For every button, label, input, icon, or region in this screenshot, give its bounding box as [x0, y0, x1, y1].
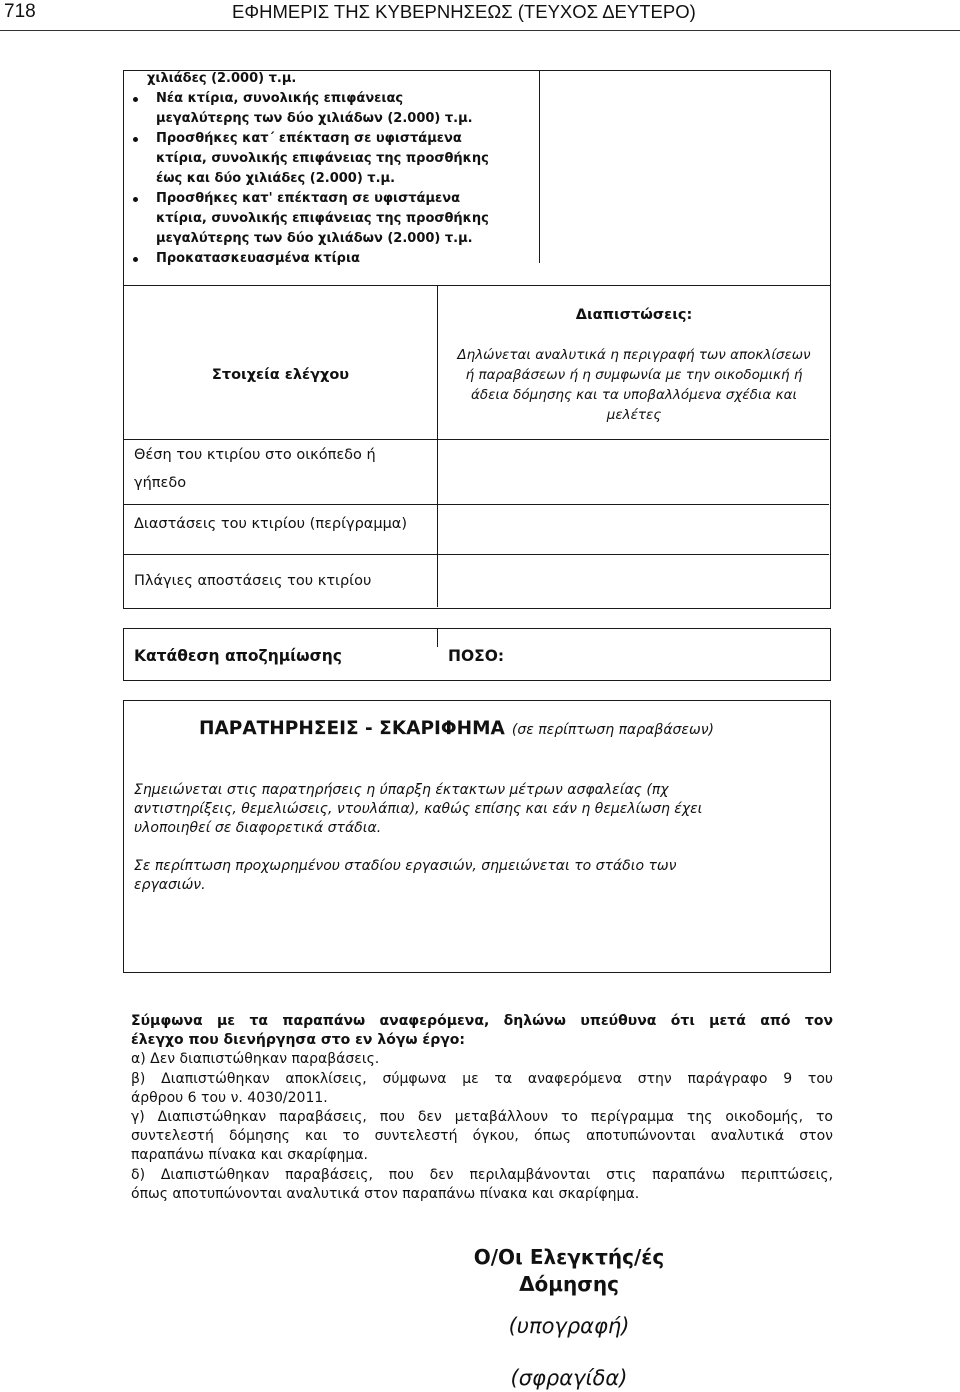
gazette-title: ΕΦΗΜΕΡΙΣ ΤΗΣ ΚΥΒΕΡΝΗΣΕΩΣ (ΤΕΥΧΟΣ ΔΕΥΤΕΡΟ): [232, 1, 696, 22]
remarks-paragraph: [134, 857, 676, 895]
column-divider: [437, 629, 438, 647]
list-item-line: Προσθήκες κατ' επέκταση σε υφιστάμενα: [156, 191, 461, 206]
signature-label: (υπογραφή): [508, 1314, 630, 1338]
declaration-option-c: συντελεστή δόμησης και το συντελεστή όγκου, όπως αποτυπώνονται αναλυτικά στον: [131, 1128, 833, 1145]
inspector-role: Δόμησης: [519, 1272, 619, 1296]
remarks-sketch-box: [123, 700, 831, 973]
list-item-line: Προσθήκες κατ΄ επέκταση σε υφιστάμενα: [156, 131, 462, 146]
instruction-line: Δηλώνεται αναλυτικά η περιγραφή των αποκλίσεων: [457, 347, 811, 363]
remarks-title: ΠΑΡΑΤΗΡΗΣΕΙΣ - ΣΚΑΡΙΦΗΜΑ: [199, 718, 505, 739]
declaration-option-c: γ) Διαπιστώθηκαν παραβάσεις, που δεν μεταβάλλουν το περίγραμμα της οικοδομής, το: [131, 1109, 833, 1126]
bullet-icon: [133, 97, 138, 102]
remarks-paragraph: [134, 781, 702, 838]
paragraph-line: Σημειώνεται στις παρατηρήσεις η ύπαρξη έκτακτων μέτρων ασφαλείας (πχ: [134, 782, 669, 798]
amount-label: ΠΟΣΟ:: [448, 647, 505, 665]
paragraph-line: υλοποιηθεί σε διαφορετικά στάδια.: [134, 820, 382, 836]
row-label-building-position: γήπεδο: [134, 475, 187, 491]
declaration-option-d: όπως αποτυπώνονται αναλυτικά στον παραπάνω πίνακα και σκαρίφημα.: [131, 1185, 640, 1202]
list-item: [156, 89, 526, 129]
bullet-icon: [133, 197, 138, 202]
stamp-label: (σφραγίδα): [510, 1366, 628, 1390]
row-divider: [124, 439, 829, 440]
list-item-line: κτίρια, συνολικής επιφάνειας της προσθήκης: [156, 211, 489, 226]
inspection-table: [123, 285, 831, 609]
row-divider: [124, 554, 829, 555]
bullet-icon: [133, 257, 138, 262]
list-continuation-line: χιλιάδες (2.000) τ.μ.: [147, 71, 297, 86]
findings-header: Διαπιστώσεις:: [575, 307, 693, 323]
inspector-role: Ο/Οι Ελεγκτής/ές: [473, 1245, 665, 1269]
list-item-line: Νέα κτίρια, συνολικής επιφάνειας: [156, 91, 404, 106]
list-item-line: έως και δύο χιλιάδες (2.000) τ.μ.: [156, 171, 396, 186]
row-label-building-dimensions: Διαστάσεις του κτιρίου (περίγραμμα): [134, 516, 408, 532]
declaration-option-b: άρθρου 6 του ν. 4030/2011.: [131, 1089, 328, 1106]
list-item: [156, 189, 526, 249]
paragraph-line: αντιστηρίξεις, θεμελιώσεις, ντουλάπια), καθώς επίσης και εάν η θεμελίωση έχει: [134, 801, 703, 817]
building-category-list: [147, 69, 526, 269]
list-item: [156, 249, 526, 269]
instruction-line: μελέτες: [606, 407, 662, 423]
list-item-line: μεγαλύτερης των δύο χιλιάδων (2.000) τ.μ.: [156, 111, 473, 126]
declaration-option-a: α) Δεν διαπιστώθηκαν παραβάσεις.: [131, 1051, 380, 1068]
list-item-line: μεγαλύτερης των δύο χιλιάδων (2.000) τ.μ.: [156, 231, 473, 246]
declaration-option-d: δ) Διαπιστώθηκαν παραβάσεις, που δεν περιλαμβάνονται στις παραπάνω περιπτώσεις,: [131, 1166, 833, 1183]
remarks-title-note: (σε περίπτωση παραβάσεων): [511, 722, 714, 738]
row-label-side-setbacks: Πλάγιες αποστάσεις του κτιρίου: [134, 573, 372, 589]
list-item-line: Προκατασκευασμένα κτίρια: [156, 251, 360, 266]
instruction-line: ή παραβάσεων ή η συμφωνία με την οικοδομική ή: [465, 367, 803, 383]
list-item: [156, 129, 526, 189]
declaration-option-c: παραπάνω πίνακα και σκαρίφημα.: [131, 1147, 368, 1164]
paragraph-line: Σε περίπτωση προχωρημένου σταδίου εργασιών, σημειώνεται το στάδιο των: [134, 858, 677, 874]
instruction-line: άδεια δόμησης και τα υποβαλλόμενα σχέδια και: [470, 387, 798, 403]
column-divider: [437, 286, 438, 607]
inspection-items-header: Στοιχεία ελέγχου: [211, 367, 350, 383]
remarks-title-row: [199, 717, 714, 742]
declaration-intro-line: έλεγχο που διενήργησα στο εν λόγω έργο:: [131, 1032, 465, 1049]
findings-instructions: [439, 345, 829, 425]
row-label-building-position: Θέση του κτιρίου στο οικόπεδο ή: [134, 447, 376, 463]
bullet-icon: [133, 137, 138, 142]
header-divider: [0, 30, 960, 31]
building-category-box: [123, 70, 831, 286]
compensation-box: [123, 628, 831, 681]
declaration-text: [131, 1012, 833, 1204]
paragraph-line: εργασιών.: [134, 877, 206, 893]
row-divider: [124, 504, 829, 505]
list-item-line: κτίρια, συνολικής επιφάνειας της προσθήκης: [156, 151, 489, 166]
declaration-intro-line: Σύμφωνα με τα παραπάνω αναφερόμενα, δηλώνω υπεύθυνα ότι μετά από τον: [131, 1013, 833, 1029]
page-number: 718: [4, 1, 36, 22]
compensation-label: Κατάθεση αποζημίωσης: [134, 647, 342, 665]
declaration-option-b: β) Διαπιστώθηκαν αποκλίσεις, σύμφωνα με τα αναφερόμενα στην παράγραφο 9 του: [131, 1070, 833, 1087]
column-divider: [539, 71, 540, 263]
signature-block: [441, 1244, 697, 1392]
